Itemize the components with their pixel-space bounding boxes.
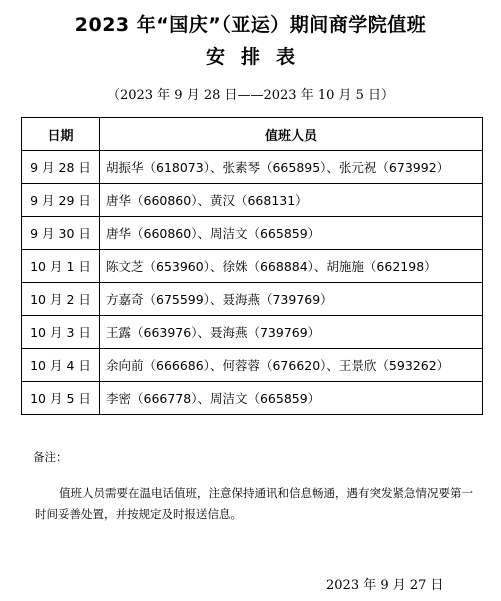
row-staff: 陈文芝（653960）、徐姝（668884）、胡施施（662198） bbox=[100, 250, 483, 283]
date-range: （2023 年 9 月 28 日——2023 年 10 月 5 日） bbox=[106, 88, 395, 103]
row-date: 9 月 29 日 bbox=[22, 184, 100, 217]
table-header-row bbox=[22, 118, 483, 151]
row-staff: 王露（663976）、聂海燕（739769） bbox=[100, 316, 483, 349]
row-date: 10 月 2 日 bbox=[22, 283, 100, 316]
row-date: 10 月 5 日 bbox=[22, 382, 100, 415]
notes-label: 备注： bbox=[33, 450, 68, 464]
row-staff: 李密（666778）、周洁文（665859） bbox=[100, 382, 483, 415]
table-row bbox=[22, 217, 483, 250]
row-staff: 唐华（660860）、周洁文（665859） bbox=[100, 217, 483, 250]
notes-body: 值班人员需要在温电话值班，注意保持通讯和信息畅通，遇有突发紧急情况要第一时间妥善处置，并按规定及时报送信息。 bbox=[35, 486, 473, 521]
table-row bbox=[22, 382, 483, 415]
document-title: 2023 年“国庆”（亚运）期间商学院值班 bbox=[74, 14, 427, 36]
table-row bbox=[22, 250, 483, 283]
duty-schedule-table bbox=[21, 117, 483, 415]
table-row bbox=[22, 349, 483, 382]
column-header-staff: 值班人员 bbox=[100, 118, 483, 151]
document-subtitle: 安排表 bbox=[205, 46, 311, 68]
signature-date: 2023 年 9 月 27 日 bbox=[326, 578, 444, 593]
table-row bbox=[22, 184, 483, 217]
row-date: 10 月 4 日 bbox=[22, 349, 100, 382]
row-date: 9 月 30 日 bbox=[22, 217, 100, 250]
row-date: 10 月 1 日 bbox=[22, 250, 100, 283]
column-header-date: 日期 bbox=[22, 118, 100, 151]
row-staff: 方嘉奇（675599）、聂海燕（739769） bbox=[100, 283, 483, 316]
row-date: 10 月 3 日 bbox=[22, 316, 100, 349]
row-staff: 胡振华（618073）、张素琴（665895）、张元祝（673992） bbox=[100, 151, 483, 184]
table-row bbox=[22, 283, 483, 316]
table-row bbox=[22, 316, 483, 349]
row-staff: 唐华（660860）、黄汉（668131） bbox=[100, 184, 483, 217]
row-date: 9 月 28 日 bbox=[22, 151, 100, 184]
table-row bbox=[22, 151, 483, 184]
row-staff: 余向前（666686）、何蓉蓉（676620）、王景欣（593262） bbox=[100, 349, 483, 382]
